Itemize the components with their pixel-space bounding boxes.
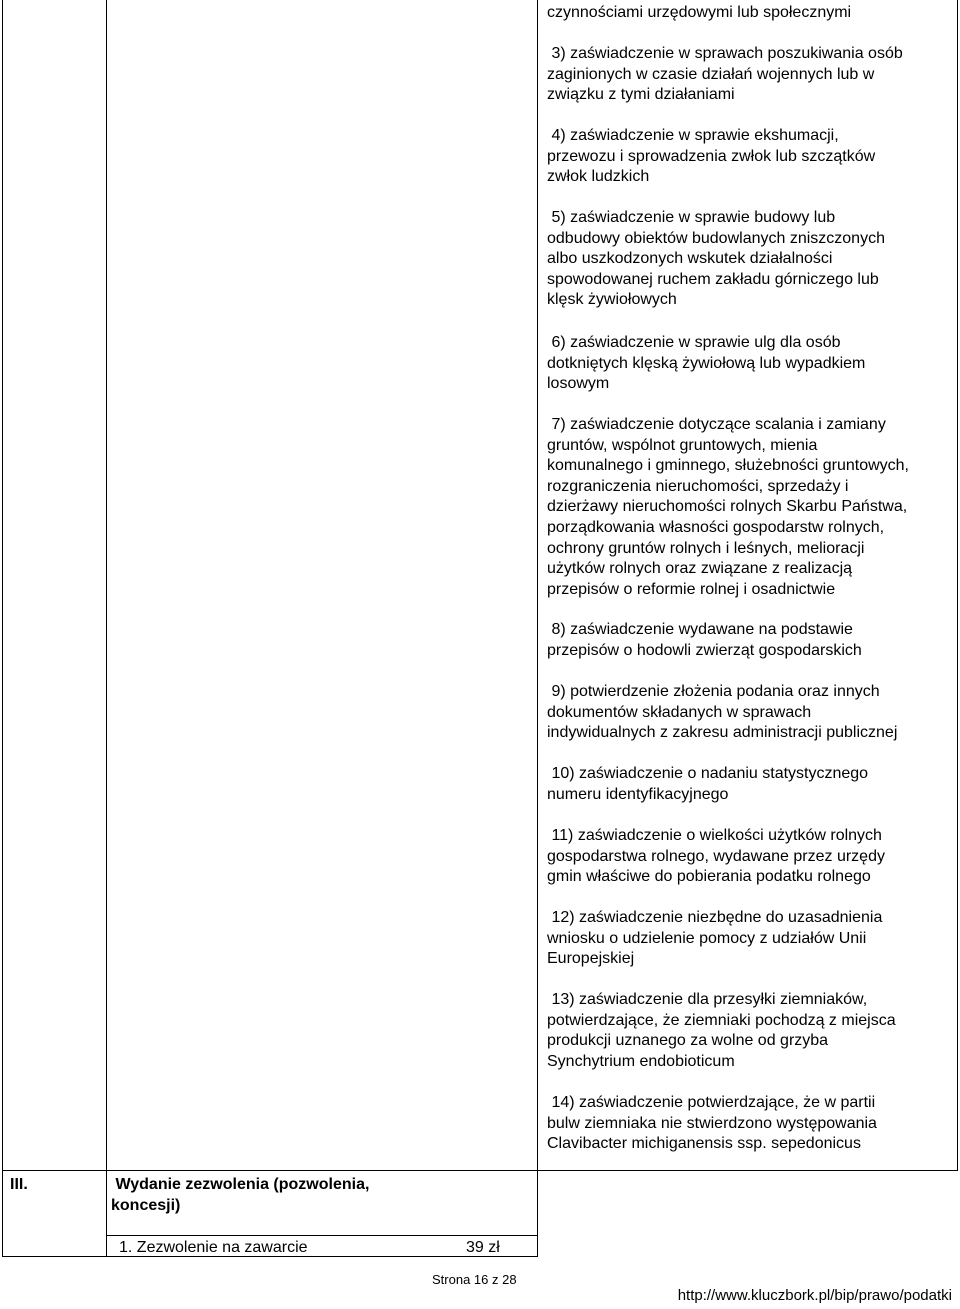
section-title: Wydanie zezwolenia (pozwolenia, koncesji) — [111, 1176, 370, 1214]
text-item-11: 11) zaświadczenie o wielkości użytków rolnych gospodarstwa rolnego, wydawane przez urzędy gmin właściwe do pobierania podatku rolnego — [547, 827, 885, 886]
text-item-10: 10) zaświadczenie o nadaniu statystycznego numeru identyfikacyjnego — [547, 765, 869, 803]
text-item-5: 5) zaświadczenie w sprawie budowy lub odbudowy obiektów budowlanych zniszczonych albo uszkodzonych wskutek działalności spowodowanej ruchem zakładu górniczego lub klęsk żywiołowych — [547, 209, 885, 309]
text-item-9: 9) potwierdzenie złożenia podania oraz innych dokumentów składanych w sprawach indywidualnych z zakresu administracji publicznej — [547, 683, 898, 742]
page-number: Strona 16 z 28 — [432, 1272, 517, 1287]
text-item-4: 4) zaświadczenie w sprawie ekshumacji, przewozu i sprowadzenia zwłok lub szczątków zwłok ludzkich — [547, 127, 876, 186]
text-item-continuation: czynnościami urzędowymi lub społecznymi — [547, 4, 852, 21]
text-item-13: 13) zaświadczenie dla przesyłki ziemniaków, potwierdzające, że ziemniaki pochodzą z miejsca produkcji uznanego za wolne od grzyba Synchytrium endobioticum — [547, 991, 896, 1070]
table-border-right — [957, 0, 958, 1170]
sub-row-divider — [106, 1235, 538, 1236]
text-item-7: 7) zaświadczenie dotyczące scalania i zamiany gruntów, wspólnot gruntowych, mienia komunalnego i gminnego, służebności gruntowych, rozgraniczenia nieruchomości, sprzedaży i dzierżawy nieruchomości rolnych Skarbu Państwa, porządkowania własności gospodarstw rolnych, ochrony gruntów rolnych i leśnych, melioracji użytków rolnych oraz związane z realizacją przepisów o reformie rolnej i osadnictwie — [547, 416, 909, 598]
sub-item-label: 1. Zezwolenie na zawarcie — [119, 1239, 308, 1256]
text-item-3: 3) zaświadczenie w sprawach poszukiwania osób zaginionych w czasie działań wojennych lub w związku z tymi działaniami — [547, 45, 903, 104]
text-item-12: 12) zaświadczenie niezbędne do uzasadnienia wniosku o udzielenie pomocy z udziałów Unii Europejskiej — [547, 909, 883, 968]
section-number: III. — [10, 1176, 28, 1193]
text-item-8: 8) zaświadczenie wydawane na podstawie przepisów o hodowli zwierząt gospodarskich — [547, 621, 862, 659]
footer-url: http://www.kluczbork.pl/bip/prawo/podatki — [677, 1287, 952, 1304]
text-item-14: 14) zaświadczenie potwierdzające, że w partii bulw ziemniaka nie stwierdzono występowania Clavibacter michiganensis ssp. sepedonicus — [547, 1094, 877, 1153]
table-border-left — [2, 0, 3, 1257]
text-item-6: 6) zaświadczenie w sprawie ulg dla osób dotkniętych klęską żywiołową lub wypadkiem losowym — [547, 334, 866, 393]
table-column-divider-2 — [537, 0, 538, 1257]
row-divider — [2, 1170, 958, 1171]
table-column-divider-1 — [106, 0, 107, 1257]
sub-item-fee: 39 zł — [466, 1239, 500, 1256]
